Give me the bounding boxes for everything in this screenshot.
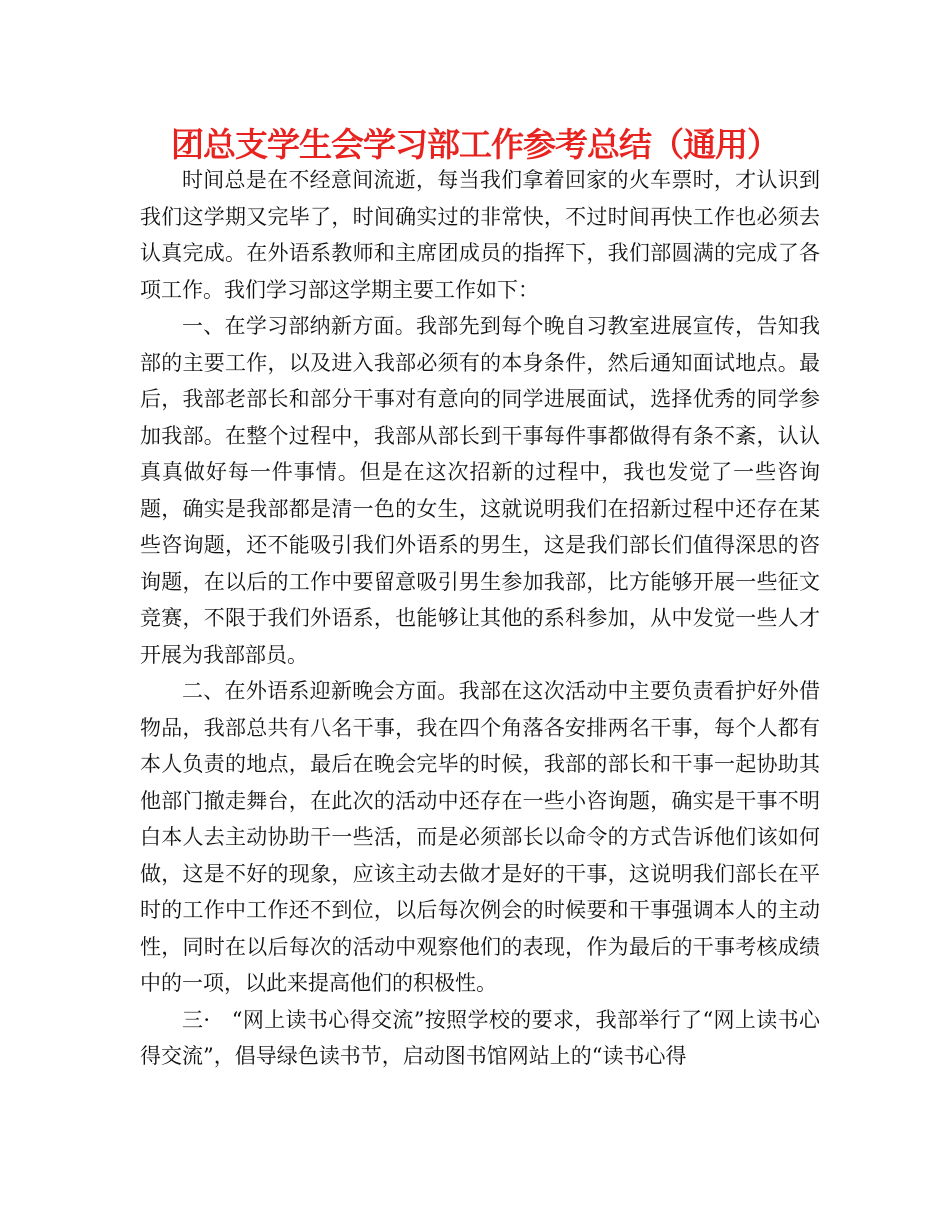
document-title: 团总支学生会学习部工作参考总结（通用）: [171, 125, 779, 164]
paragraph-intro: 时间总是在不经意间流逝，每当我们拿着回家的火车票时，才认识到我们这学期又完毕了，时间确实过的非常快，不过时间再快工作也必须去认真完成。在外语系教师和主席团成员的指挥下，我们部圆满的完成了各项工作。我们学习部这学期主要工作如下：: [140, 168, 820, 302]
document-body: [140, 162, 820, 1075]
paragraph-recruitment: 一、在学习部纳新方面。我部先到每个晚自习教室进展宣传，告知我部的主要工作，以及进入我部必须有的本身条件，然后通知面试地点。最后，我部老部长和部分干事对有意向的同学进展面试，选择优秀的同学参加我部。在整个过程中，我部从部长到干事每件事都做得有条不紊，认认真真做好每一件事情。但是在这次招新的过程中，我也发觉了一些咨询题，确实是我部都是清一色的女生，这就说明我们在招新过程中还存在某些咨询题，还不能吸引我们外语系的男生，这是我们部长们值得深思的咨询题，在以后的工作中要留意吸引男生参加我部，比方能够开展一些征文竞赛，不限于我们外语系，也能够让其他的系科参加，从中发觉一些人才开展为我部部员。: [140, 314, 820, 667]
paragraph-reading-exchange: 三· “网上读书心得交流”按照学校的要求，我部举行了“网上读书心得交流”，倡导绿色读书节，启动图书馆网站上的“读书心得: [140, 1007, 820, 1068]
paragraph-welcome-party: 二、在外语系迎新晚会方面。我部在这次活动中主要负责看护好外借物品，我部总共有八名干事，我在四个角落各安排两名干事，每个人都有本人负责的地点，最后在晚会完毕的时候，我部的部长和干事一起协助其他部门撤走舞台，在此次的活动中还存在一些小咨询题，确实是干事不明白本人去主动协助干一些活，而是必须部长以命令的方式告诉他们该如何做，这是不好的现象，应该主动去做才是好的干事，这说明我们部长在平时的工作中工作还不到位，以后每次例会的时候要和干事强调本人的主动性，同时在以后每次的活动中观察他们的表现，作为最后的干事考核成绩中的一项，以此来提高他们的积极性。: [140, 679, 820, 995]
